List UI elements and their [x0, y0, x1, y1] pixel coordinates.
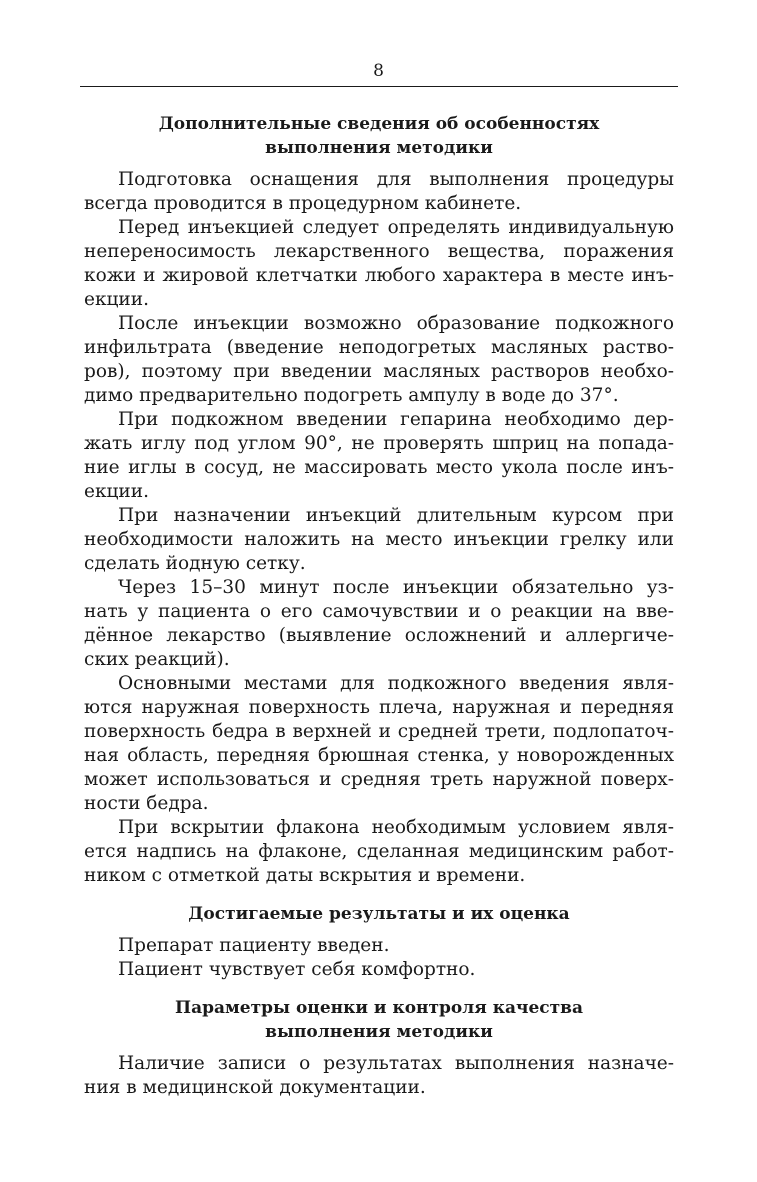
paragraph [84, 168, 674, 216]
text-line: Наличие записи о результатах выполнения назначе- [118, 1053, 674, 1074]
text-line: Подготовка оснащения для выполнения процедуры [118, 169, 674, 190]
text-line: При вскрытии флакона необходимым условием явля- [118, 817, 674, 838]
text-line: инфильтрата (введение неподогретых масляных раство- [84, 337, 674, 358]
heading-line: Параметры оценки и контроля качества [175, 998, 583, 1018]
text-line: После инъекции возможно образование подкожного [118, 313, 674, 334]
text-line: ности бедра. [84, 793, 209, 814]
paragraph [84, 408, 674, 504]
header-rule [80, 86, 678, 87]
heading-line: Дополнительные сведения об особенностях [158, 114, 600, 134]
text-line: димо предварительно подогреть ампулу в воде до 37°. [84, 385, 619, 406]
paragraph [84, 672, 674, 816]
text-line: Основными местами для подкожного введения явля- [118, 673, 674, 694]
text-line: екции. [84, 481, 149, 502]
section-heading-results [84, 902, 674, 926]
paragraph [84, 934, 674, 958]
text-line: всегда проводится в процедурном кабинете. [84, 193, 522, 214]
text-line: екции. [84, 289, 149, 310]
text-line: При подкожном введении гепарина необходимо дер- [118, 409, 674, 430]
text-line: Препарат пациенту введен. [118, 935, 390, 956]
page-content [84, 104, 674, 1100]
text-line: нать у пациента о его самочувствии и о реакции на вве- [84, 601, 674, 622]
paragraph [84, 216, 674, 312]
text-line: непереносимость лекарственного вещества, поражения [84, 241, 674, 262]
paragraph [84, 958, 674, 982]
text-line: ником с отметкой даты вскрытия и времени. [84, 865, 526, 886]
text-line: кожи и жировой клетчатки любого характера в месте инъ- [84, 265, 674, 286]
paragraph [84, 816, 674, 888]
text-line: ских реакций). [84, 649, 230, 670]
page-number: 8 [373, 61, 384, 81]
paragraph [84, 504, 674, 576]
text-line: ются наружная поверхность плеча, наружная и передняя [84, 697, 674, 718]
text-line: ется надпись на флаконе, сделанная медицинским работ- [84, 841, 674, 862]
paragraph [84, 1052, 674, 1100]
text-line: Пациент чувствует себя комфортно. [118, 959, 476, 980]
text-line: сделать йодную сетку. [84, 553, 306, 574]
heading-line: выполнения методики [265, 138, 493, 158]
text-line: жать иглу под углом 90°, не проверять шприц на попада- [84, 433, 674, 454]
text-line: необходимости наложить на место инъекции грелку или [84, 529, 674, 550]
text-line: При назначении инъекций длительным курсом при [118, 505, 674, 526]
heading-line: Достигаемые результаты и их оценка [188, 904, 570, 924]
paragraph [84, 576, 674, 672]
text-line: может использоваться и средняя треть наружной поверх- [84, 769, 674, 790]
text-line: Перед инъекцией следует определять индивидуальную [118, 217, 674, 238]
text-line: поверхность бедра в верхней и средней трети, подлопаточ- [84, 721, 674, 742]
heading-line: выполнения методики [265, 1022, 493, 1042]
text-line: Через 15–30 минут после инъекции обязательно уз- [118, 577, 674, 598]
text-line: дённое лекарство (выявление осложнений и аллергиче- [84, 625, 674, 646]
section-heading-additional-info [84, 112, 674, 160]
text-line: ная область, передняя брюшная стенка, у новорожденных [84, 745, 674, 766]
text-line: ние иглы в сосуд, не массировать место укола после инъ- [84, 457, 674, 478]
section-heading-quality-control [84, 996, 674, 1044]
text-line: ния в медицинской документации. [84, 1077, 426, 1098]
paragraph [84, 312, 674, 408]
text-line: ров), поэтому при введении масляных растворов необхо- [84, 361, 674, 382]
